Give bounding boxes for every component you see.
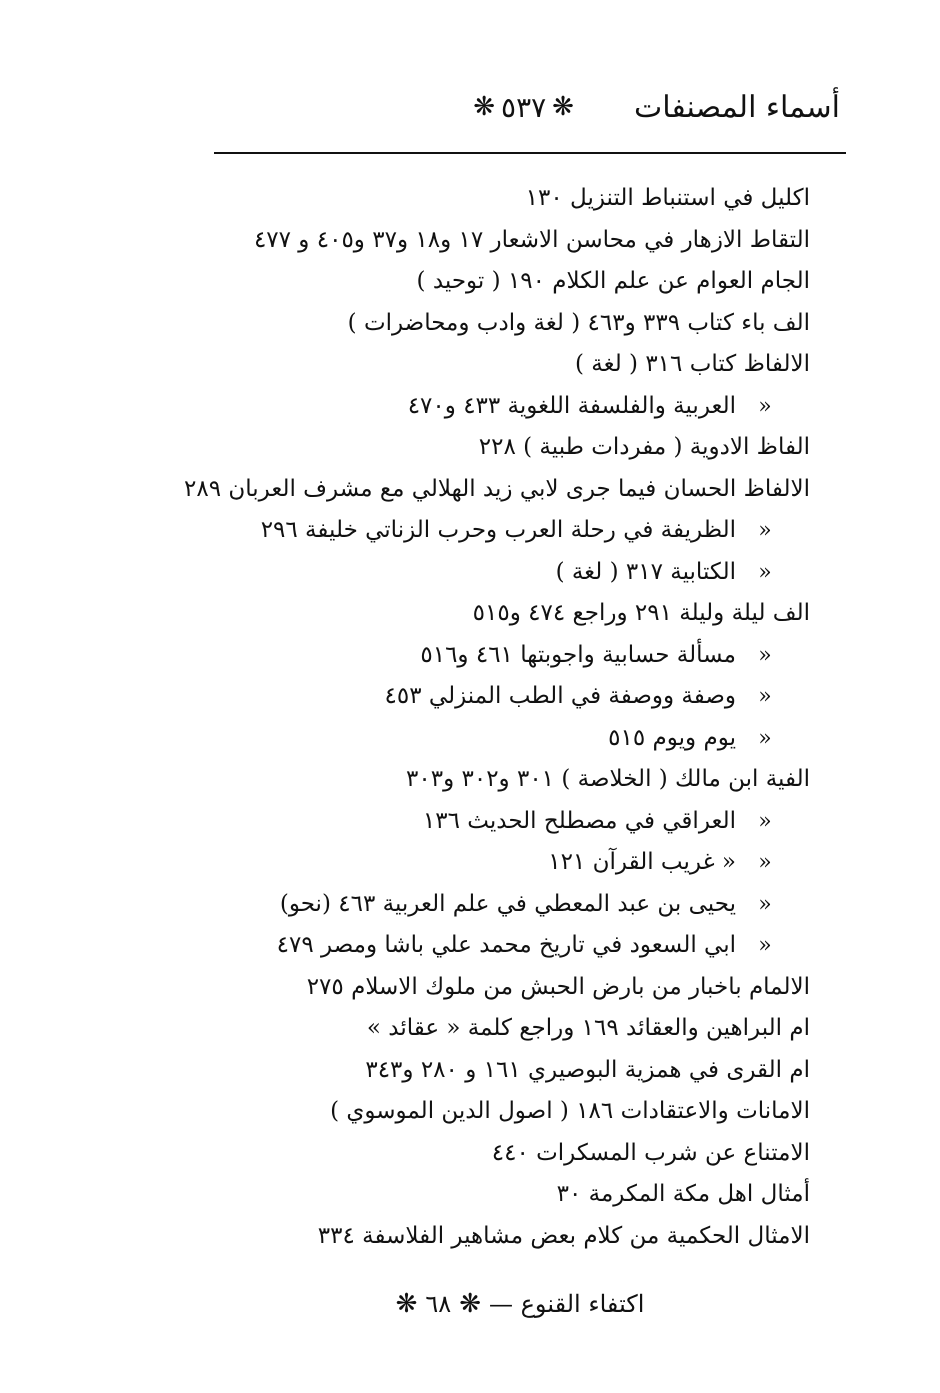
ornament-icon: ❋ xyxy=(552,92,574,122)
list-item xyxy=(210,220,810,262)
entry-text: يوم ويوم ٥١٥ xyxy=(608,724,736,751)
entry-text: الف باء كتاب ٣٣٩ و٤٦٣ ( لغة وادب ومحاضرات ) xyxy=(347,309,810,336)
list-item xyxy=(210,1133,810,1175)
list-item xyxy=(210,261,810,303)
list-item xyxy=(210,593,810,635)
entry-text: التقاط الازهار في محاسن الاشعار ١٧ و١٨ و٣٧ و٤٠٥ و ٤٧٧ xyxy=(253,226,810,253)
list-item xyxy=(210,967,810,1009)
list-item xyxy=(210,1008,810,1050)
list-item xyxy=(210,925,810,967)
entry-text: ام القرى في همزية البوصيري ١٦١ و ٢٨٠ و٣٤٣ xyxy=(365,1056,810,1083)
ornament-icon: ❋ xyxy=(473,92,496,122)
list-item xyxy=(210,801,810,843)
entry-text: يحيى بن عبد المعطي في علم العربية ٤٦٣ (نحو) xyxy=(279,890,736,917)
ditto-mark: « xyxy=(758,684,772,709)
ditto-mark: « xyxy=(758,933,772,958)
list-item xyxy=(210,759,810,801)
entry-text: الفاظ الادوية ( مفردات طبية ) ٢٢٨ xyxy=(478,434,810,460)
list-item xyxy=(210,884,810,926)
list-item xyxy=(210,1050,810,1092)
entry-text: الكتابية ٣١٧ ( لغة ) xyxy=(555,558,736,585)
ornament-icon: ❋ xyxy=(395,1289,418,1319)
entry-text: « غريب القرآن ١٢١ xyxy=(548,849,736,875)
entry-text: الفية ابن مالك ( الخلاصة ) ٣٠١ و٣٠٢ و٣٠٣ xyxy=(406,766,810,792)
entry-text: الامتناع عن شرب المسكرات ٤٤٠ xyxy=(491,1139,810,1166)
entry-text: ام البراهين والعقائد ١٦٩ وراجع كلمة « عقائد » xyxy=(366,1015,810,1041)
ditto-mark: « xyxy=(758,518,772,543)
list-item xyxy=(210,1216,810,1258)
entry-text: وصفة ووصفة في الطب المنزلي ٤٥٣ xyxy=(384,683,736,709)
list-item xyxy=(210,552,810,594)
list-item xyxy=(210,510,810,552)
ditto-mark: « xyxy=(758,808,772,834)
entry-text: الظريفة في رحلة العرب وحرب الزناتي خليفة ٢٩٦ xyxy=(260,517,736,543)
footer-number: ٦٨ xyxy=(425,1290,452,1318)
ditto-mark: « xyxy=(758,559,772,585)
list-item xyxy=(210,1091,810,1133)
list-item xyxy=(210,344,810,386)
entry-text: الالفاظ كتاب ٣١٦ ( لغة ) xyxy=(575,351,810,377)
list-item xyxy=(210,718,810,760)
entry-text: الامانات والاعتقادات ١٨٦ ( اصول الدين الموسوي ) xyxy=(330,1098,810,1124)
entry-text: الالفاظ الحسان فيما جرى لابي زيد الهلالي مع مشرف العربان ٢٨٩ xyxy=(184,475,810,502)
ditto-mark: « xyxy=(758,850,772,875)
list-item xyxy=(184,469,810,511)
entry-text: الجام العوام عن علم الكلام ١٩٠ ( توحيد ) xyxy=(416,268,810,294)
list-item xyxy=(210,178,810,220)
page-header xyxy=(230,82,840,132)
ditto-mark: « xyxy=(758,725,772,751)
entry-text: الالمام باخبار من بارض الحبش من ملوك الاسلام ٢٧٥ xyxy=(306,973,810,1000)
ditto-mark: « xyxy=(758,891,772,917)
entry-text: العربية والفلسفة اللغوية ٤٣٣ و٤٧٠ xyxy=(407,392,736,419)
ditto-mark: « xyxy=(758,393,772,419)
page-number: ٥٣٧ xyxy=(501,90,547,124)
entry-text: العراقي في مصطلح الحديث ١٣٦ xyxy=(422,807,736,834)
footer-book-title: اكتفاء القنوع — xyxy=(488,1290,645,1318)
page-number-group xyxy=(473,91,574,124)
list-item xyxy=(210,635,810,677)
entry-text: ابي السعود في تاريخ محمد علي باشا ومصر ٤٧٩ xyxy=(276,932,736,958)
entry-text: أمثال اهل مكة المكرمة ٣٠ xyxy=(556,1181,810,1207)
list-item xyxy=(210,303,810,345)
page-footer xyxy=(380,1284,660,1324)
list-item xyxy=(210,1174,810,1216)
entry-text: الف ليلة وليلة ٢٩١ وراجع ٤٧٤ و٥١٥ xyxy=(472,600,810,626)
ditto-mark: « xyxy=(758,642,772,668)
entry-text: اكليل في استنباط التنزيل ١٣٠ xyxy=(525,185,810,211)
header-rule xyxy=(214,152,846,154)
list-item xyxy=(210,427,810,469)
list-item xyxy=(210,676,810,718)
entry-list xyxy=(184,178,810,1257)
list-item xyxy=(210,842,810,884)
ornament-icon: ❋ xyxy=(459,1289,481,1319)
entry-text: الامثال الحكمية من كلام بعض مشاهير الفلاسفة ٣٣٤ xyxy=(317,1222,810,1249)
running-title: أسماء المصنفات xyxy=(633,89,840,125)
list-item xyxy=(210,386,810,428)
entry-text: مسألة حسابية واجوبتها ٤٦١ و٥١٦ xyxy=(420,641,736,668)
